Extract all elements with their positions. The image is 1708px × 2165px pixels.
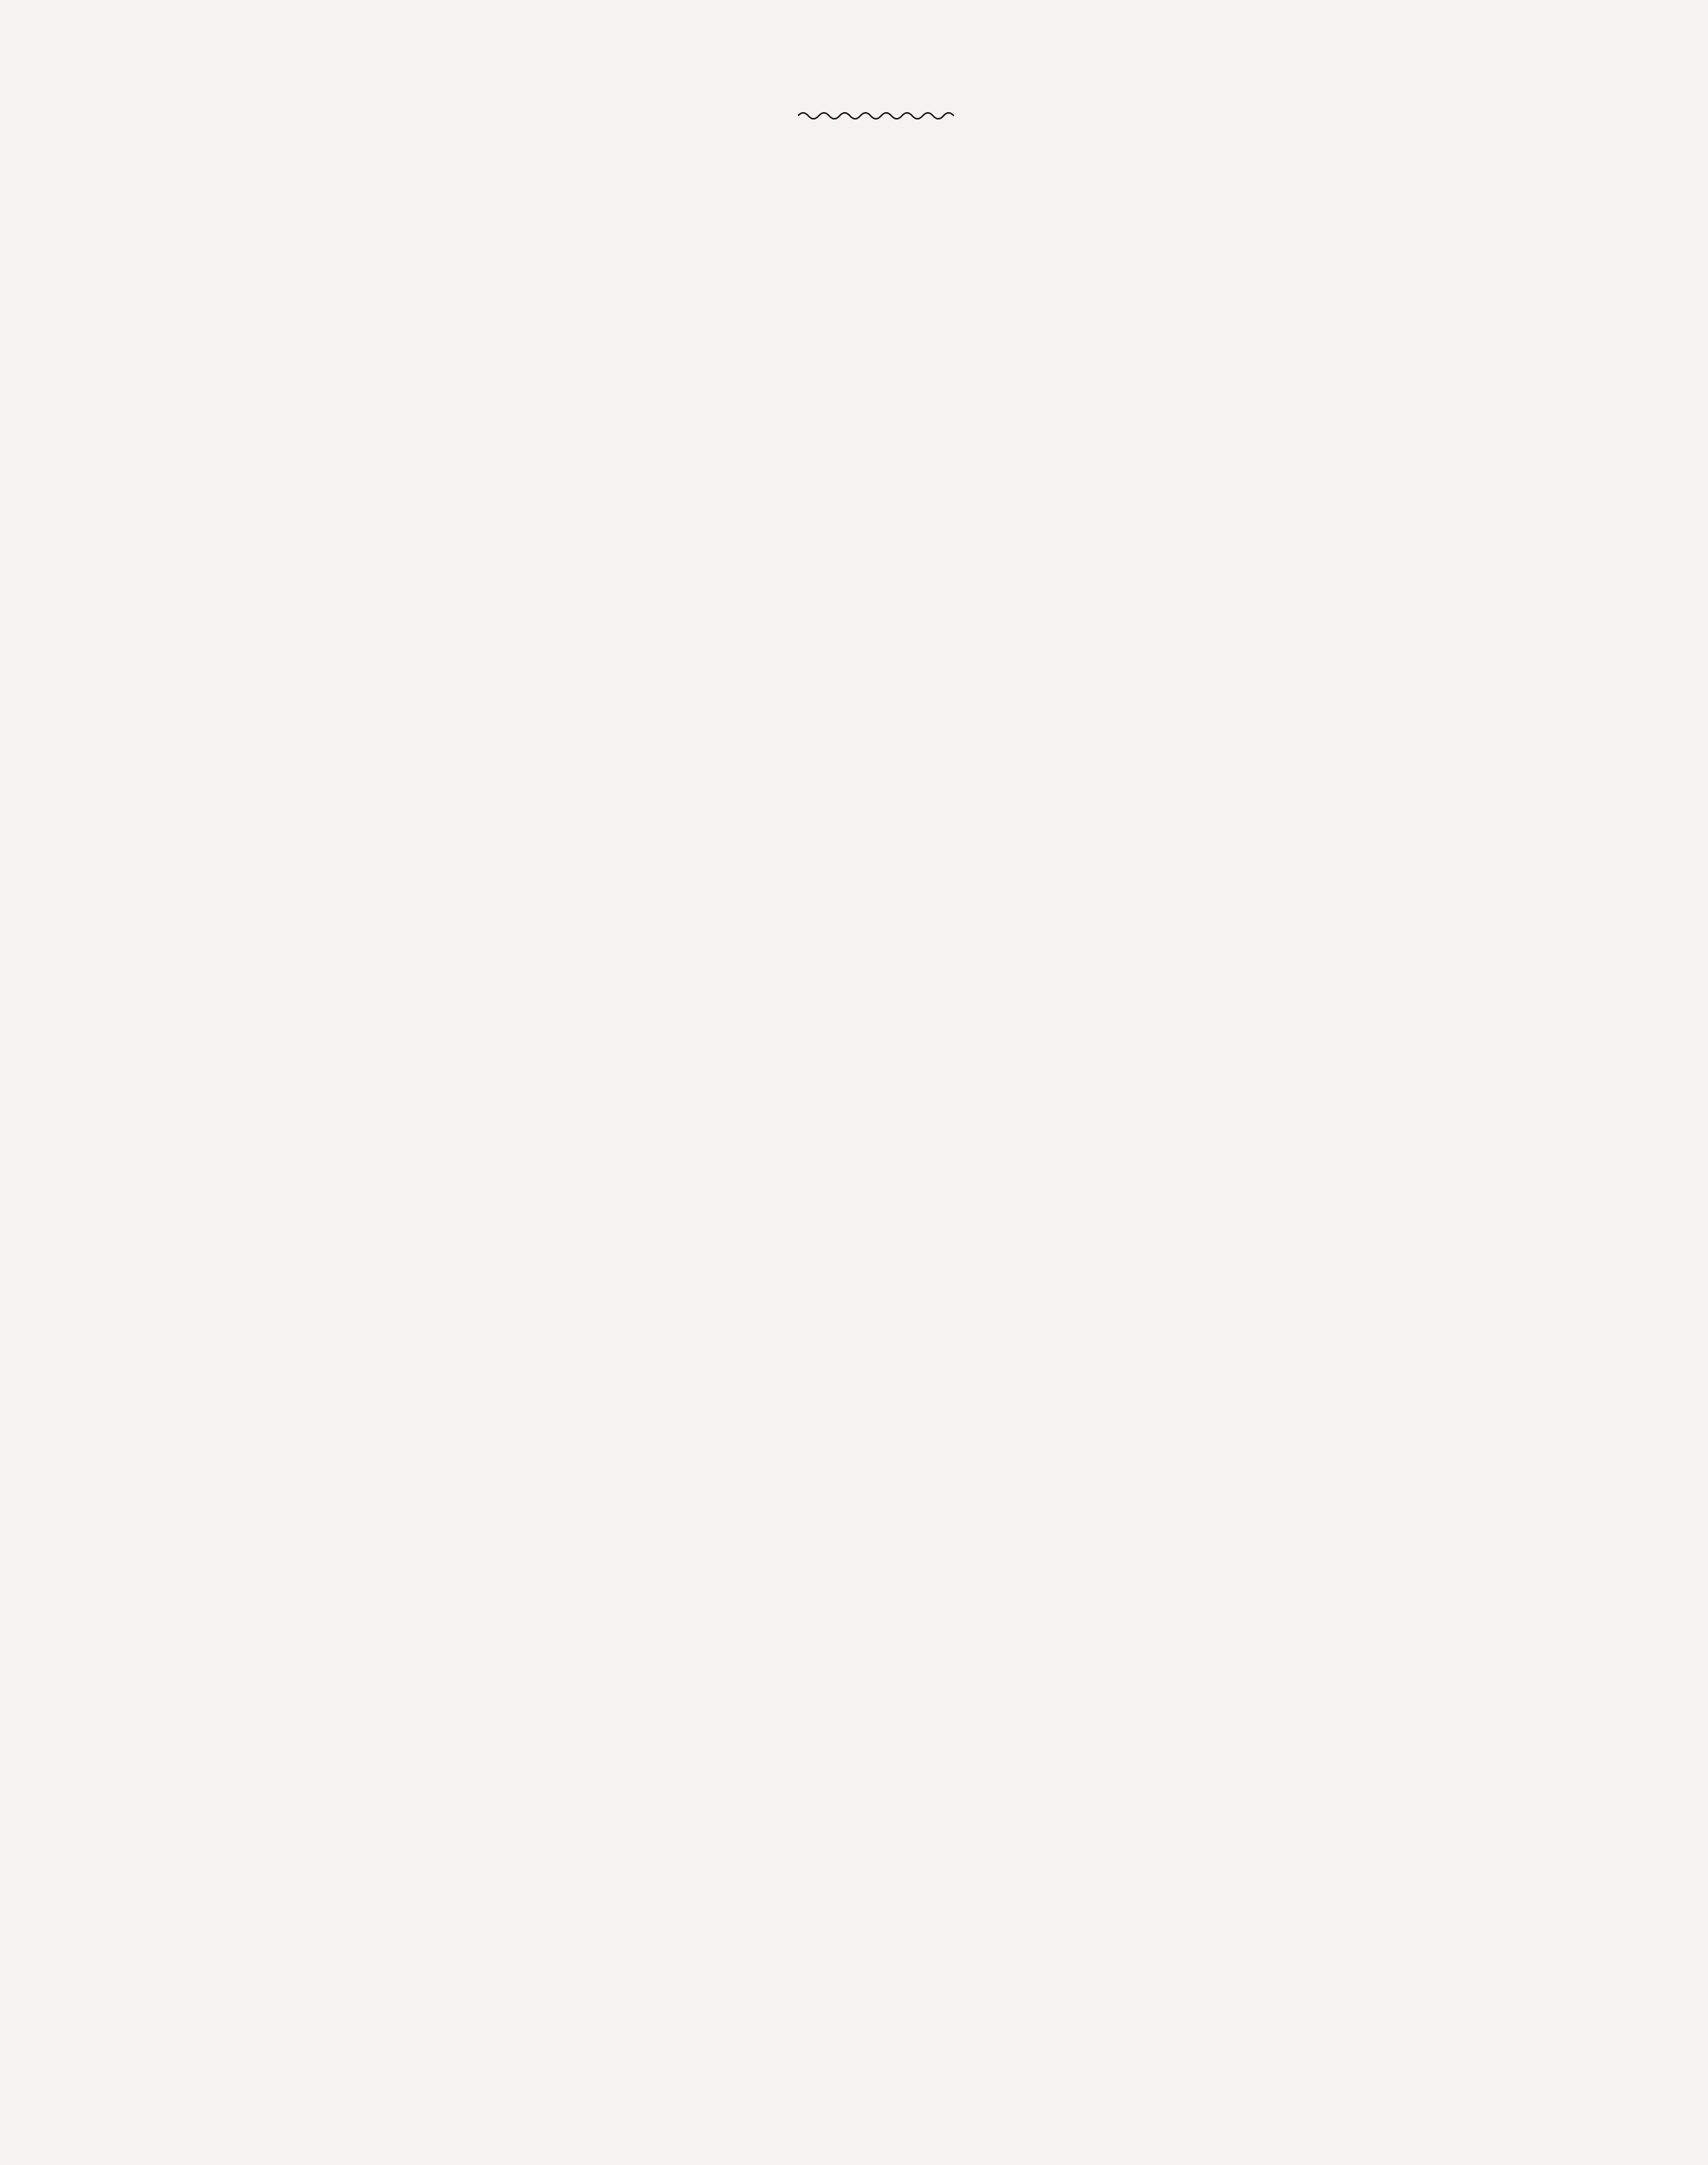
decorative-wave — [798, 110, 958, 122]
